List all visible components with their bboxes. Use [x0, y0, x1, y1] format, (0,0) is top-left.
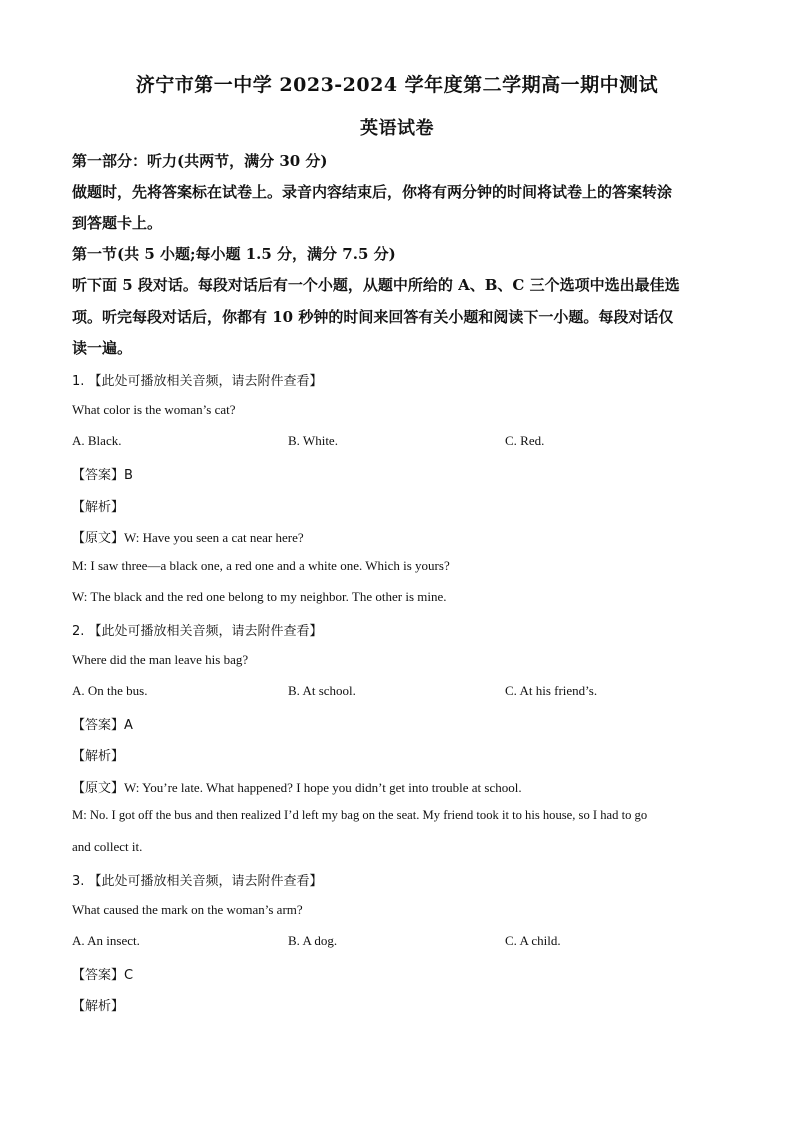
option-c: C. At his friend’s.: [505, 683, 598, 698]
transcript-line: 【原文】W: You’re late. What happened? I hope you didn’t get into trouble at school.: [72, 780, 522, 795]
answer-value: C: [124, 968, 134, 983]
section-heading: 第一节(共 5 小题;每小题 1.5 分，满分 7.5 分): [72, 245, 396, 263]
analysis-tag: 【解析】: [72, 500, 125, 515]
question-text: Where did the man leave his bag?: [72, 652, 249, 667]
answer-row: [72, 964, 722, 983]
exam-subtitle: 英语试卷: [360, 118, 434, 139]
instruction-line: 到答题卡上。: [72, 214, 163, 232]
section-instruction-line: 读一遍。: [72, 339, 133, 357]
transcript-line: M: No. I got off the bus and then realized I’d left my bag on the seat. My friend took it to his house, so I had to go: [72, 808, 648, 822]
analysis-tag: 【解析】: [72, 749, 125, 764]
option-c: C. A child.: [505, 933, 561, 948]
option-a: A. On the bus.: [72, 683, 148, 698]
answer-tag: 【答案】: [72, 718, 125, 733]
answer-row: [72, 714, 722, 733]
analysis-tag: 【解析】: [72, 999, 125, 1014]
section-instruction-line: 项。听完每段对话后，你都有 10 秒钟的时间来回答有关小题和阅读下一小题。每段对话仅: [72, 308, 674, 326]
question-header: 1. 【此处可播放相关音频，请去附件查看】: [72, 374, 323, 389]
option-b: B. White.: [288, 433, 338, 448]
answer-tag: 【答案】: [72, 468, 125, 483]
question-header: 3. 【此处可播放相关音频，请去附件查看】: [72, 874, 323, 889]
transcript-line: and collect it.: [72, 839, 143, 854]
question-text: What caused the mark on the woman’s arm?: [72, 902, 303, 917]
section-instruction-line: 听下面 5 段对话。每段对话后有一个小题，从题中所给的 A、B、C 三个选项中选出最佳选: [72, 276, 680, 294]
transcript-line: W: The black and the red one belong to my neighbor. The other is mine.: [72, 589, 447, 604]
instruction-line: 做题时，先将答案标在试卷上。录音内容结束后，你将有两分钟的时间将试卷上的答案转涂: [72, 183, 673, 201]
transcript-line: 【原文】W: Have you seen a cat near here?: [72, 530, 304, 545]
answer-row: [72, 464, 722, 483]
option-c: C. Red.: [505, 433, 545, 448]
part-heading: 第一部分：听力(共两节，满分 30 分): [72, 152, 328, 170]
answer-value: B: [124, 468, 133, 483]
answer-value: A: [124, 718, 133, 733]
question-text: What color is the woman’s cat?: [72, 402, 236, 417]
exam-title: 济宁市第一中学 2023-2024 学年度第二学期高一期中测试: [135, 74, 659, 96]
answer-tag: 【答案】: [72, 968, 125, 983]
option-b: B. A dog.: [288, 933, 338, 948]
transcript-line: M: I saw three—a black one, a red one and a white one. Which is yours?: [72, 558, 450, 573]
option-b: B. At school.: [288, 683, 356, 698]
option-a: A. Black.: [72, 433, 122, 448]
option-a: A. An insect.: [72, 933, 140, 948]
question-header: 2. 【此处可播放相关音频，请去附件查看】: [72, 624, 323, 639]
